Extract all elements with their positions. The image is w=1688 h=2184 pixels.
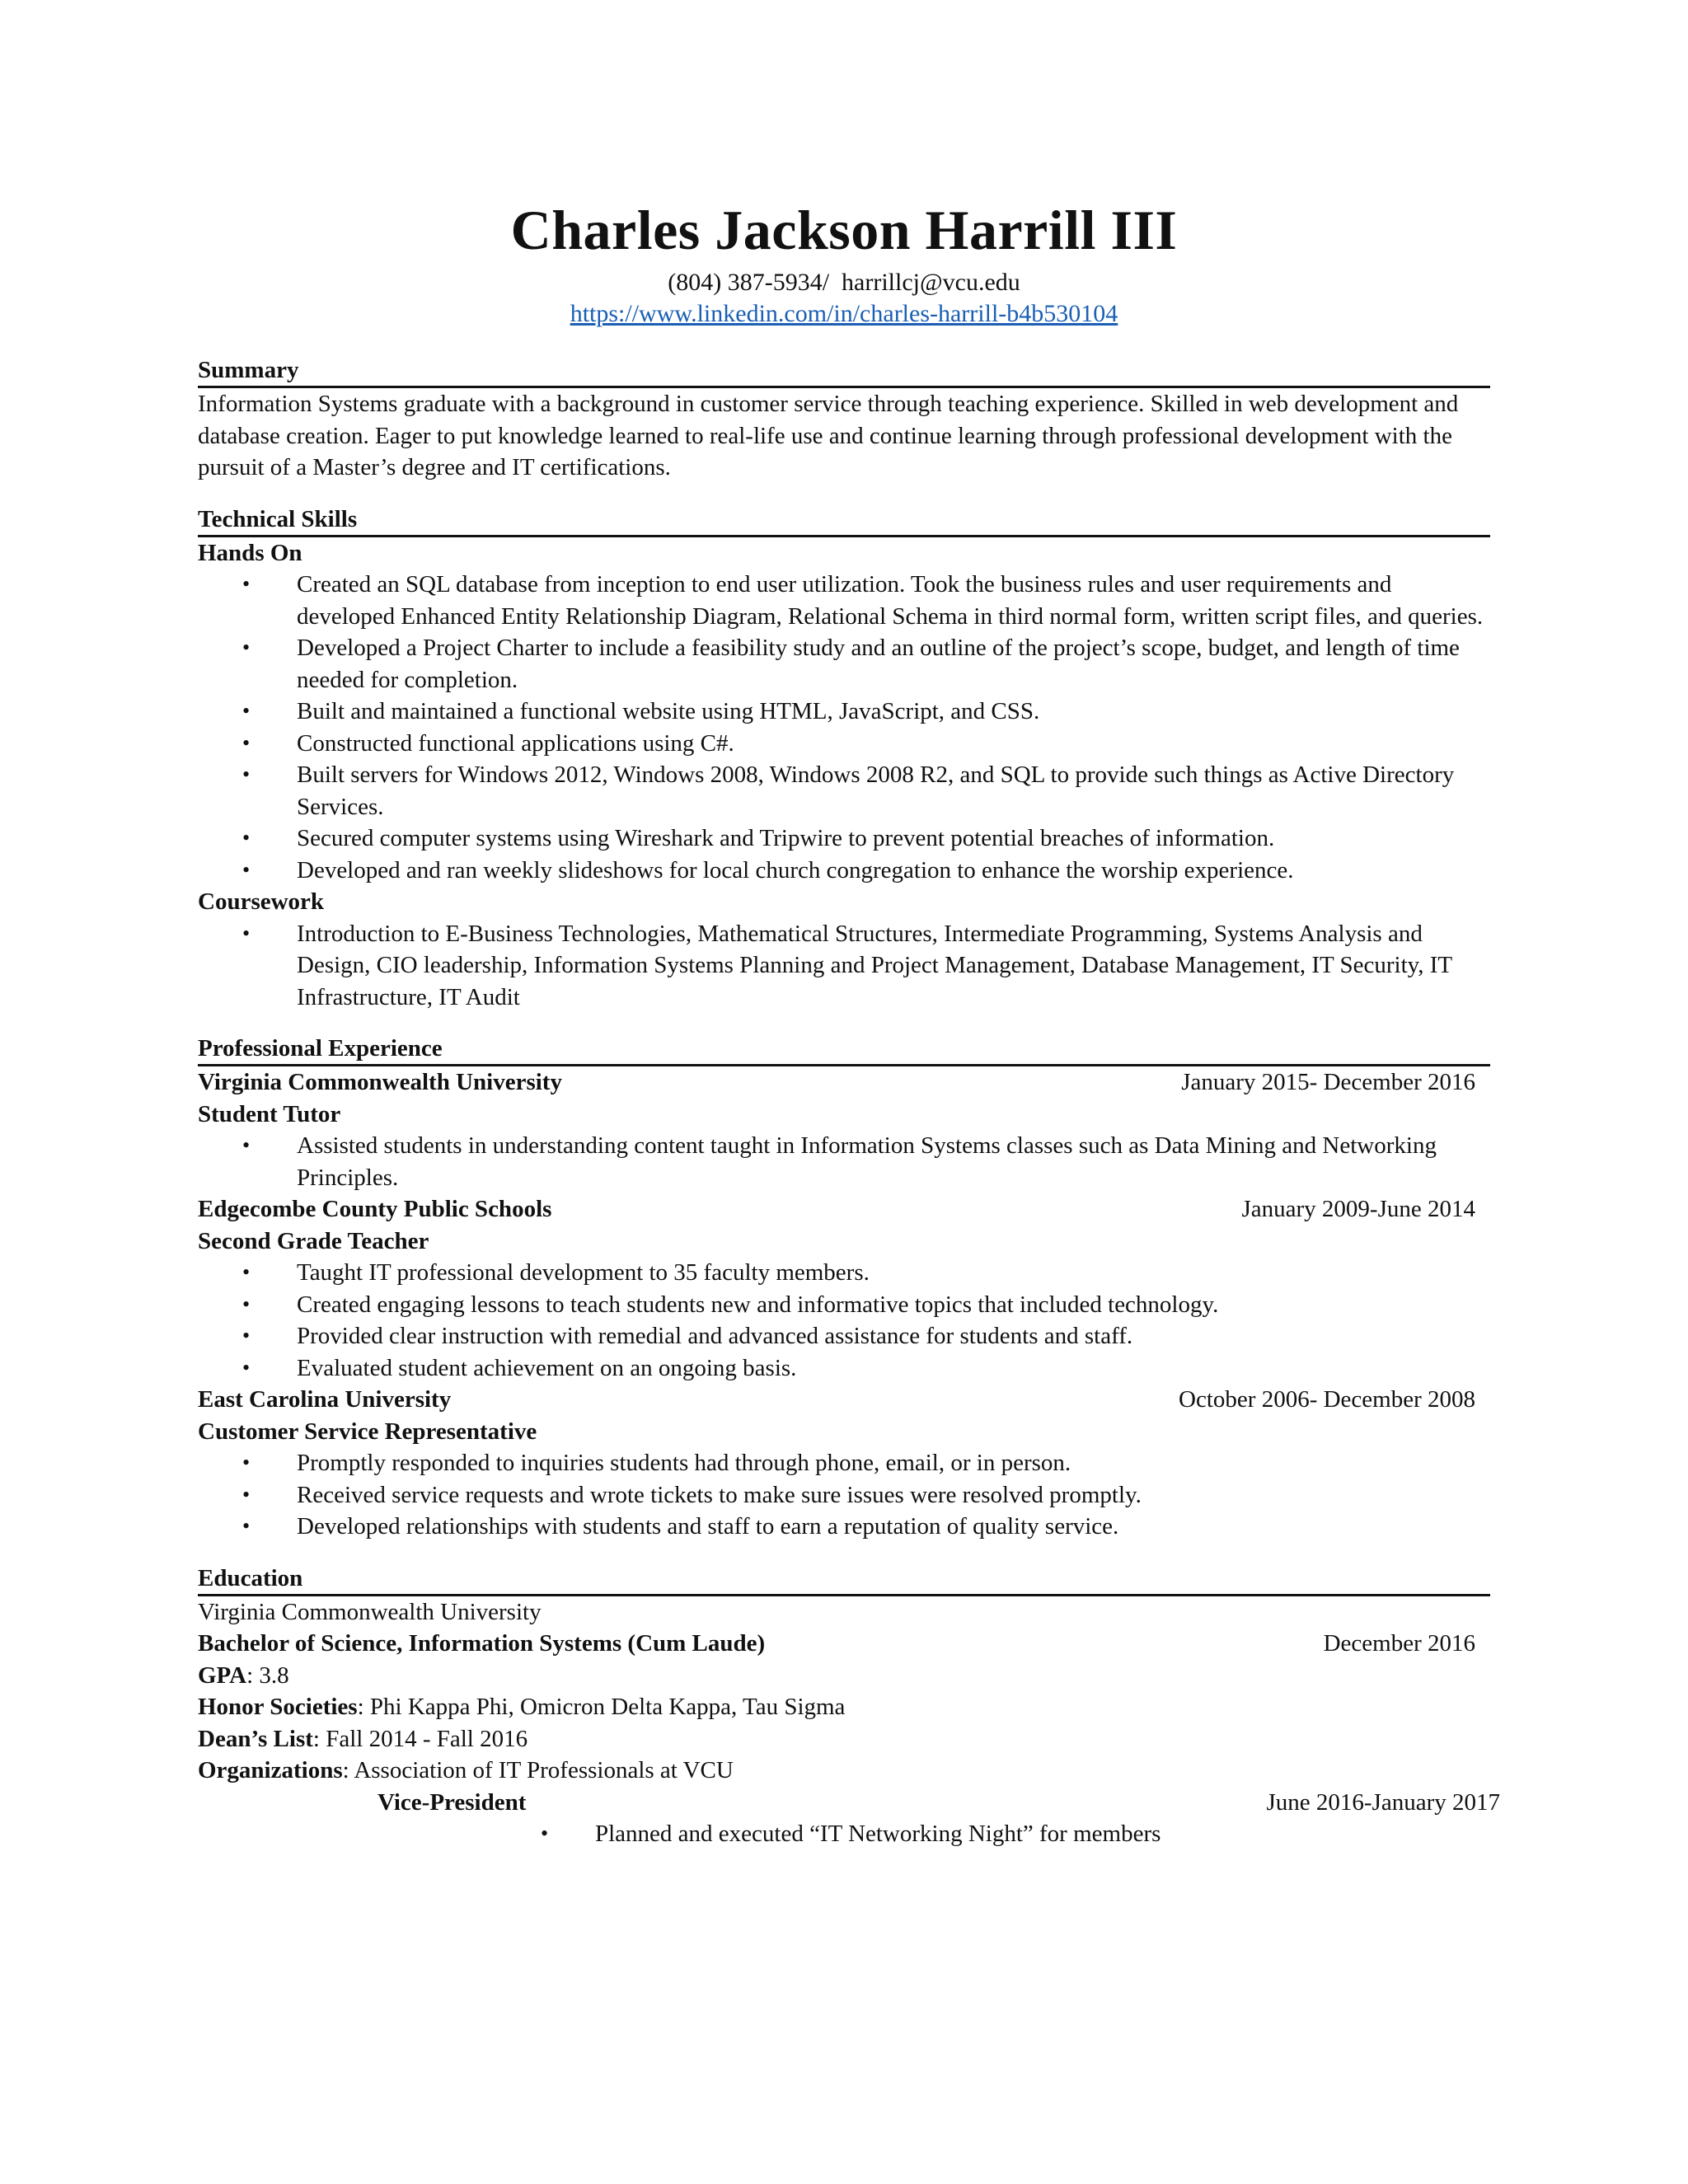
degree-name: Bachelor of Science, Information Systems (Cum Laude) <box>198 1630 766 1657</box>
degree-row <box>198 1628 1475 1660</box>
gpa-line <box>198 1660 1490 1692</box>
bullet-text: Built and maintained a functional website using HTML, JavaScript, and CSS. <box>297 698 1040 724</box>
job-entry <box>198 1193 1490 1384</box>
job-employer: Virginia Commonwealth University <box>198 1069 562 1095</box>
job-header <box>198 1066 1475 1099</box>
job-dates: January 2009-June 2014 <box>1241 1196 1475 1222</box>
summary-heading: Summary <box>198 354 1490 388</box>
bullet-item <box>198 569 1490 632</box>
linkedin-link[interactable]: https://www.linkedin.com/in/charles-harrill-b4b530104 <box>570 300 1118 327</box>
bullet-icon: • <box>242 1324 251 1347</box>
coursework-heading: Coursework <box>198 888 325 915</box>
bullet-item <box>198 759 1490 823</box>
organizations-label: Organizations <box>198 1757 343 1783</box>
skills-heading: Technical Skills <box>198 504 1490 537</box>
bullet-icon: • <box>242 1482 251 1507</box>
bullet-icon: • <box>242 1133 251 1157</box>
bullet-item <box>198 728 1490 760</box>
bullet-item <box>198 1320 1490 1352</box>
bullet-icon: • <box>242 699 251 723</box>
bullet-icon: • <box>242 1291 251 1316</box>
skills-section <box>198 504 1490 1014</box>
bullet-item <box>198 1447 1490 1479</box>
bullet-icon: • <box>242 1514 251 1538</box>
bullet-text: Promptly responded to inquiries students had through phone, email, or in person. <box>297 1450 1071 1476</box>
bullet-text: Secured computer systems using Wireshark and Tripwire to prevent potential breaches of information. <box>297 825 1275 851</box>
candidate-name: Charles Jackson Harrill III <box>510 199 1178 261</box>
job-dates: January 2015- December 2016 <box>1181 1069 1475 1095</box>
summary-text: Information Systems graduate with a background in customer service through teaching experience. Skilled in web development and database creation. Eager to put knowledge learned to real-life use and continue learning through professional development with the pursuit of a Master’s degree and IT certifications. <box>198 391 1459 480</box>
bullet-text: Built servers for Windows 2012, Windows 2008, Windows 2008 R2, and SQL to provide such things as Active Directory Services. <box>297 762 1455 820</box>
bullet-icon: • <box>242 762 251 786</box>
deans-list-line <box>198 1723 1490 1755</box>
gpa-value: : 3.8 <box>246 1661 289 1689</box>
bullet-text: Created engaging lessons to teach students new and informative topics that included technology. <box>297 1291 1219 1318</box>
hands-on-list <box>198 569 1490 886</box>
phone-number: (804) 387-5934/ <box>668 269 830 296</box>
bullet-icon: • <box>242 857 251 882</box>
org-bullets <box>198 1818 1490 1850</box>
job-header <box>198 1384 1475 1416</box>
organizations-line <box>198 1755 1490 1787</box>
bullet-text: Developed and ran weekly slideshows for local church congregation to enhance the worship experience. <box>297 856 1294 883</box>
job-dates: October 2006- December 2008 <box>1179 1386 1475 1413</box>
bullet-text: Developed a Project Charter to include a feasibility study and an outline of the project’s scope, budget, and length of time needed for completion. <box>297 635 1460 693</box>
bullet-text: Constructed functional applications using C#. <box>297 729 734 757</box>
bullet-text: Provided clear instruction with remedial and advanced assistance for students and staff. <box>297 1323 1133 1349</box>
coursework-list <box>198 918 1490 1014</box>
school-name: Virginia Commonwealth University <box>198 1598 542 1625</box>
job-bullets <box>198 1257 1490 1384</box>
summary-section <box>198 354 1490 484</box>
resume-body <box>198 354 1500 1870</box>
bullet-item <box>198 1352 1490 1385</box>
bullet-item <box>198 1257 1490 1289</box>
org-role: Vice-President <box>377 1788 527 1816</box>
bullet-item <box>198 1511 1490 1543</box>
bullet-icon: • <box>242 921 251 945</box>
bullet-text: Taught IT professional development to 35 faculty members. <box>297 1259 870 1286</box>
bullet-item <box>198 1130 1490 1193</box>
bullet-icon: • <box>242 826 251 850</box>
job-employer: Edgecombe County Public Schools <box>198 1196 552 1222</box>
bullet-icon: • <box>242 1260 251 1284</box>
degree-date: December 2016 <box>1323 1630 1475 1657</box>
bullet-icon: • <box>242 572 251 596</box>
bullet-text: Introduction to E-Business Technologies, Mathematical Structures, Intermediate Programming, Systems Analysis and Design, CIO leadership, Information Systems Planning and Project Management, Database Management, IT Security, IT Infrastructure, IT Audit <box>297 920 1452 1010</box>
hands-on-heading: Hands On <box>198 539 302 566</box>
job-role: Second Grade Teacher <box>198 1227 429 1254</box>
education-heading: Education <box>198 1563 1490 1596</box>
job-role: Student Tutor <box>198 1100 341 1127</box>
bullet-text: Developed relationships with students and staff to earn a reputation of quality service. <box>297 1513 1119 1540</box>
education-section <box>198 1563 1500 1850</box>
bullet-item <box>198 1818 1490 1850</box>
bullet-text: Received service requests and wrote tickets to make sure issues were resolved promptly. <box>297 1481 1142 1508</box>
bullet-item <box>198 918 1490 1014</box>
bullet-text: Assisted students in understanding content taught in Information Systems classes such as Data Mining and Networking Principles. <box>297 1132 1437 1191</box>
honor-line <box>198 1691 1490 1723</box>
job-bullets <box>198 1130 1490 1193</box>
bullet-icon: • <box>242 730 251 755</box>
org-dates: June 2016-January 2017 <box>1266 1788 1500 1816</box>
job-employer: East Carolina University <box>198 1386 452 1413</box>
gpa-label: GPA <box>198 1661 247 1689</box>
email-address: harrillcj@vcu.edu <box>842 269 1020 296</box>
honor-label: Honor Societies <box>198 1694 358 1720</box>
experience-heading: Professional Experience <box>198 1033 1490 1066</box>
job-entry <box>198 1384 1490 1543</box>
bullet-item <box>198 855 1490 887</box>
job-entry <box>198 1066 1490 1193</box>
org-role-row <box>198 1787 1500 1819</box>
bullet-item <box>198 823 1490 855</box>
bullet-icon: • <box>242 635 251 659</box>
bullet-item <box>198 696 1490 728</box>
bullet-text: Created an SQL database from inception to end user utilization. Took the business rules and user requirements and developed Enhanced Entity Relationship Diagram, Relational Schema in third normal form, written script files, and queries. <box>297 571 1484 630</box>
bullet-text: Evaluated student achievement on an ongoing basis. <box>297 1354 797 1381</box>
bullet-icon: • <box>242 1355 251 1380</box>
job-header <box>198 1193 1475 1226</box>
resume-header <box>0 196 1688 330</box>
bullet-item <box>198 1479 1490 1511</box>
deans-list-label: Dean’s List <box>198 1725 313 1752</box>
bullet-icon: • <box>541 1821 549 1845</box>
bullet-item <box>198 1289 1490 1321</box>
organizations-value: : Association of IT Professionals at VCU <box>342 1757 734 1783</box>
deans-list-value: : Fall 2014 - Fall 2016 <box>312 1725 528 1752</box>
contact-line <box>0 267 1688 298</box>
honor-value: : Phi Kappa Phi, Omicron Delta Kappa, Tau Sigma <box>357 1694 846 1720</box>
job-role: Customer Service Representative <box>198 1418 537 1445</box>
bullet-icon: • <box>242 1451 251 1474</box>
bullet-text: Planned and executed “IT Networking Night” for members <box>595 1821 1161 1847</box>
bullet-item <box>198 632 1490 696</box>
job-bullets <box>198 1447 1490 1543</box>
experience-section <box>198 1033 1490 1543</box>
